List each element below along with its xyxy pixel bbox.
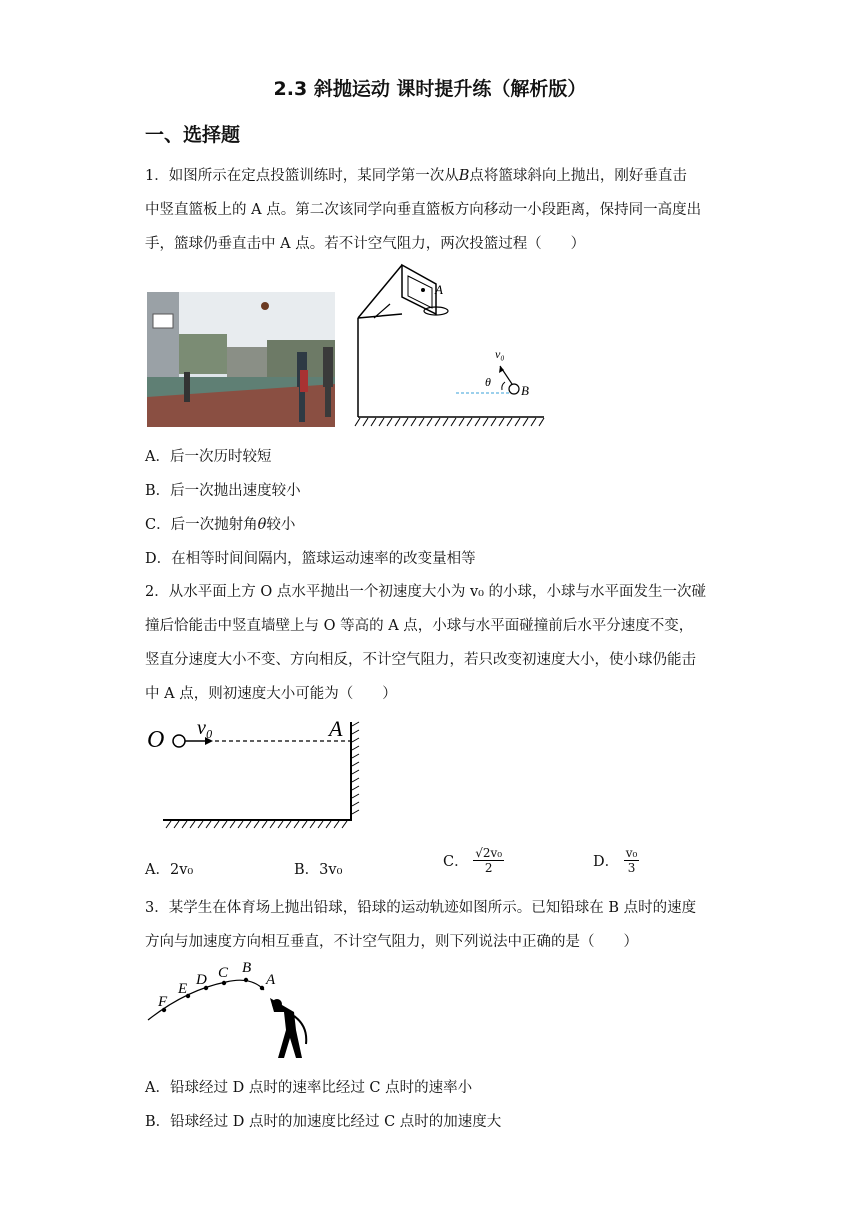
- q3-stem-line-2: 方向与加速度方向相互垂直，不计空气阻力，则下列说法中正确的是（ ）: [145, 934, 638, 950]
- q2-option-a: A．2v₀: [145, 862, 194, 878]
- label-point-a: A: [435, 282, 443, 297]
- section-heading: 一、选择题: [145, 124, 241, 146]
- q2-option-d-numerator: v₀: [625, 846, 638, 860]
- label-point-b: B: [521, 383, 529, 398]
- q2-stem-line-1: 2．从水平面上方 O 点水平抛出一个初速度大小为 v₀ 的小球，小球与水平面发生一次碰: [145, 584, 707, 600]
- label-point-d: D: [196, 972, 207, 988]
- page-title: 2.3 斜抛运动 课时提升练（解析版）: [273, 78, 587, 100]
- q3-option-b: B．铅球经过 D 点时的加速度比经过 C 点时的加速度大: [145, 1114, 502, 1130]
- q1-option-c-text-end: 较小: [266, 517, 296, 533]
- q3-stem-line-1: 3．某学生在体育场上抛出铅球，铅球的运动轨迹如图所示。已知铅球在 B 点时的速度: [145, 900, 697, 916]
- q3-option-a: A．铅球经过 D 点时的速率比经过 C 点时的速率小: [145, 1080, 473, 1096]
- q1-stem-text: 点将篮球斜向上抛出，刚好垂直击: [469, 168, 687, 184]
- wall-diagram: [145, 712, 370, 832]
- q1-option-c-text: C．后一次抛射角: [145, 517, 258, 533]
- q2-option-d-denominator: 3: [627, 861, 636, 875]
- q1-stem-line-1: [145, 164, 687, 185]
- q2-option-d: [593, 846, 639, 875]
- q2-option-c-denominator: 2: [484, 861, 493, 875]
- q2-option-c-label: C．: [443, 854, 469, 870]
- q2-option-c: [443, 846, 504, 875]
- q2-stem-line-4: 中 A 点，则初速度大小可能为（ ）: [145, 686, 397, 702]
- label-point-c: C: [218, 965, 229, 981]
- label-point-a: A: [266, 972, 276, 988]
- q1-option-b: B．后一次抛出速度较小: [145, 483, 301, 499]
- label-point-o: O: [147, 727, 165, 753]
- label-theta: θ: [485, 375, 491, 389]
- label-v0: v₀: [197, 717, 213, 739]
- q1-stem-text: 1．如图所示在定点投篮训练时，某同学第一次从: [145, 168, 459, 184]
- label-point-b: B: [242, 960, 252, 976]
- q1-option-c-theta: θ: [257, 517, 267, 533]
- label-v0: v₀: [495, 347, 505, 361]
- q2-option-c-fraction: [473, 846, 504, 875]
- q1-option-d: D．在相等时间间隔内，篮球运动速率的改变量相等: [145, 551, 476, 567]
- q1-option-a: A．后一次历时较短: [145, 449, 272, 465]
- q2-option-d-label: D．: [593, 854, 620, 870]
- q2-option-b: B．3v₀: [294, 862, 343, 878]
- label-point-e: E: [178, 981, 188, 997]
- basketball-photo: [147, 292, 335, 427]
- label-point-a: A: [329, 716, 343, 741]
- label-point-f: F: [158, 994, 168, 1010]
- q2-stem-line-2: 撞后恰能击中竖直墙壁上与 O 等高的 A 点，小球与水平面碰撞前后水平分速度不变，: [145, 618, 694, 634]
- shot-put-diagram: [146, 960, 326, 1065]
- basketball-diagram: [352, 262, 552, 432]
- q1-option-c: [145, 513, 295, 534]
- q2-option-d-fraction: [624, 846, 640, 875]
- q1-stem-line-3: 手，篮球仍垂直击中 A 点。若不计空气阻力，两次投篮过程（ ）: [145, 236, 586, 252]
- q2-stem-line-3: 竖直分速度大小不变、方向相反，不计空气阻力，若只改变初速度大小，使小球仍能击: [145, 652, 696, 668]
- q1-stem-line-2: 中竖直篮板上的 A 点。第二次该同学向垂直篮板方向移动一小段距离，保持同一高度出: [145, 202, 702, 218]
- q2-option-c-numerator: √2v₀: [475, 846, 503, 860]
- q1-point-b: B: [458, 168, 470, 184]
